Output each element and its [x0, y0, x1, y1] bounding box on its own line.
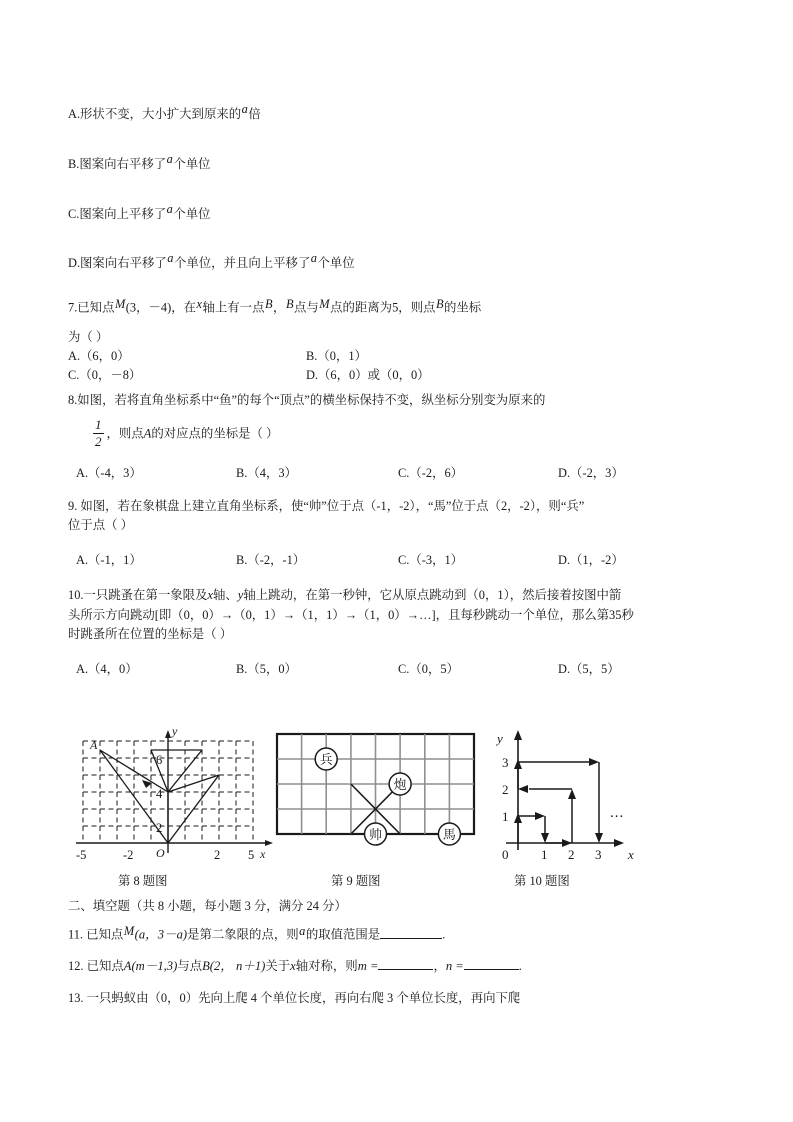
question-7	[68, 295, 728, 385]
q10-var-y: y	[237, 588, 244, 603]
q10-p3: 轴上跳动，在第一秒钟，它从原点跳动到（0，1），然后接着按图中箭	[243, 588, 622, 603]
q8-option-c[interactable]: C.（-2，6）	[398, 465, 464, 480]
piece-shuai-label: 帅	[368, 827, 383, 842]
q7-option-b[interactable]: B.（0，1）	[306, 349, 367, 364]
q8-option-d[interactable]: D.（-2，3）	[558, 465, 624, 480]
q12-var-x: x	[290, 959, 296, 974]
q12-p5: .	[518, 959, 522, 974]
figure-10-caption: 第 10 题图	[514, 874, 570, 888]
fraction-denominator: 2	[95, 433, 102, 449]
piece-bing-label: 兵	[319, 752, 333, 767]
arrow-right-1-1	[535, 812, 545, 820]
fig10-xtick-2: 2	[568, 847, 575, 862]
figure-8-svg	[68, 725, 278, 873]
figure-9-caption: 第 9 题图	[331, 874, 381, 888]
fig8-label-y: y	[172, 725, 178, 738]
fig8-label-origin: O	[156, 846, 165, 860]
fig10-xtick-3: 3	[595, 847, 602, 862]
q7-p1: 7.已知点	[68, 300, 115, 315]
q6-option-c-tail: 个单位	[173, 206, 211, 221]
path-arrows	[518, 762, 599, 843]
q9-line-1: 9. 如图，若在象棋盘上建立直角坐标系，使“帅”位于点（-1，-2），“馬”位于点（2，-2），则“兵”	[68, 498, 585, 513]
q8-line-2	[68, 416, 728, 450]
fig10-ytick-1: 1	[502, 809, 509, 824]
fig10-label-y: y	[497, 731, 503, 746]
q11-expr: (a，3－a)	[134, 927, 188, 942]
fig8-label-x: x	[260, 847, 266, 861]
q12-answer-blank-m[interactable]	[378, 969, 433, 970]
figure-8-caption: 第 8 题图	[118, 874, 168, 888]
q12-m-equals: m =	[357, 959, 379, 974]
question-10	[68, 586, 728, 679]
q6-option-b-var: a	[166, 151, 173, 166]
q12-expr-a: A(m－1,3)	[123, 959, 178, 974]
q6-option-c-text: C.图案向上平移了	[68, 206, 167, 221]
q7-p2: (3，－4)，在	[125, 300, 197, 315]
q6-option-b	[68, 150, 728, 174]
fig10-xtick-1: 1	[541, 847, 548, 862]
q9-option-b[interactable]: B.（-2，-1）	[236, 553, 306, 568]
y-axis-arrow	[165, 730, 171, 738]
q10-options-row	[68, 660, 728, 679]
question-13: 13. 一只蚂蚁由（0，0）先向上爬 4 个单位长度，再向右爬 3 个单位长度，再向下爬	[68, 990, 521, 1005]
q7-options-row-1	[68, 347, 728, 366]
fraction-numerator: 1	[95, 416, 102, 432]
q10-line-1	[68, 586, 728, 606]
q6-option-b-tail: 个单位	[173, 157, 211, 172]
x-axis-arrow	[265, 840, 273, 846]
q10-p1: 10.一只跳蚤在第一象限及	[68, 588, 208, 603]
figures-row	[68, 725, 728, 895]
section-2-heading: 二、填空题（共 8 小题，每小题 3 分，满分 24 分）	[68, 899, 347, 913]
q6-option-d-mid: 个单位，并且向上平移了	[173, 256, 311, 271]
q10-option-d[interactable]: D.（5，5）	[558, 662, 620, 677]
y-axis-arrow	[514, 730, 522, 740]
fig8-xtick-neg5: -5	[76, 848, 87, 862]
q6-option-a-text: A.形状不变，大小扩大到原来的	[68, 107, 242, 122]
question-11	[68, 922, 728, 945]
q8-p2: 的对应点的坐标是（ ）	[151, 426, 279, 440]
question-9	[68, 497, 728, 570]
q10-p2: 轴、	[213, 588, 238, 603]
fig8-ytick-2: 2	[156, 821, 163, 835]
q6-option-c	[68, 200, 728, 224]
q7-var-m2: M	[319, 297, 330, 312]
q10-var-x: x	[207, 588, 213, 603]
q6-option-b-text: B.图案向右平移了	[68, 157, 167, 172]
q7-var-b3: B	[435, 297, 444, 312]
q6-option-a-tail: 倍	[248, 107, 261, 122]
q12-p2: 与点	[177, 959, 203, 974]
fig10-ytick-2: 2	[502, 782, 509, 797]
q6-option-d-text: D.图案向右平移了	[68, 256, 167, 271]
q11-p4: .	[442, 927, 446, 942]
q7-p3: 轴上有一点	[202, 300, 265, 315]
q12-separator: ，	[433, 959, 446, 974]
q7-options-row-2	[68, 366, 728, 385]
q7-p5: 点与	[294, 300, 319, 315]
q7-option-a[interactable]: A.（6，0）	[68, 349, 130, 364]
q10-option-b[interactable]: B.（5，0）	[236, 662, 297, 677]
q11-var-a: a	[299, 924, 306, 938]
figure-9-svg	[273, 730, 483, 860]
q9-option-d[interactable]: D.（1，-2）	[558, 553, 624, 568]
q7-p7: 的坐标	[444, 300, 482, 315]
q7-line-2: 为（ ）	[68, 330, 109, 345]
q11-var-m: M	[123, 924, 135, 938]
arrow-up-0-1	[514, 813, 522, 823]
figure-10-staircase	[488, 725, 658, 888]
q8-line-1: 8.如图，若将直角坐标系中“鱼”的每个“顶点”的横坐标保持不变，纵坐标分别变为原来的	[68, 393, 546, 408]
q8-option-a[interactable]: A.（-4，3）	[76, 465, 142, 480]
arrow-up-2-2	[568, 789, 576, 799]
q9-option-a[interactable]: A.（-1，1）	[76, 553, 142, 568]
q9-line-2: 位于点（ ）	[68, 517, 134, 532]
arrow-heads	[514, 758, 603, 847]
q10-line-3: 时跳蚤所在位置的坐标是（ ）	[68, 626, 233, 641]
q12-p1: 12. 已知点	[68, 959, 124, 974]
q7-var-x: x	[196, 297, 203, 312]
fig8-ytick-6: 6	[156, 753, 163, 767]
arrow-right-3-3	[589, 758, 599, 766]
q12-n-equals: n =	[445, 959, 464, 974]
fig8-xtick-2: 2	[214, 848, 221, 862]
question-8	[68, 391, 728, 482]
fig10-ellipsis: ...	[610, 805, 625, 821]
piece-ma-label: 馬	[442, 827, 456, 842]
q8-var-a: A	[143, 426, 152, 440]
fig8-xtick-5: 5	[248, 848, 255, 862]
q10-line-2: 头所示方向跳动[即（0，0）→（0，1）→（1，1）→（1，0）→…]，且每秒跳动一个单位，那么第35秒	[68, 607, 634, 622]
q12-answer-blank-n[interactable]	[464, 969, 519, 970]
q11-p2: 是第二象限的点，则	[187, 927, 299, 942]
arrow-right-2-0	[562, 839, 572, 847]
q7-var-b1: B	[264, 297, 273, 312]
q6-option-a	[68, 100, 728, 124]
piece-pao-label: 炮	[393, 777, 407, 792]
q6-option-d-tail: 个单位	[317, 256, 355, 271]
q11-p3: 的取值范围是	[305, 927, 381, 942]
figure-10-svg	[488, 725, 658, 873]
fig8-xtick-neg2: -2	[123, 848, 134, 862]
q12-p3: 关于	[265, 959, 291, 974]
q11-answer-blank[interactable]	[380, 938, 442, 939]
q7-option-d[interactable]: D.（6，0）或（0，0）	[306, 368, 430, 383]
fig10-ytick-3: 3	[502, 755, 509, 770]
question-content-column	[68, 100, 728, 679]
q6-option-a-var: a	[241, 102, 248, 116]
q11-p1: 11. 已知点	[68, 927, 124, 942]
fig8-ytick-4: 4	[156, 787, 163, 801]
q7-option-c[interactable]: C.（0，－8）	[68, 368, 142, 383]
figure-8-fish-coordinate	[68, 725, 278, 888]
q6-option-d	[68, 249, 728, 273]
q7-var-m: M	[114, 297, 126, 312]
q12-expr-b: B(2， n＋1)	[202, 959, 266, 974]
fig10-origin-label: 0	[502, 847, 509, 862]
q8-option-b[interactable]: B.（4，3）	[236, 465, 297, 480]
q7-line-1	[68, 295, 728, 318]
arrow-down-3-0	[595, 833, 603, 843]
figure-9-chess-board	[273, 730, 483, 888]
q12-p4: 轴对称，则	[295, 959, 358, 974]
q7-var-b2: B	[285, 297, 294, 312]
x-axis-arrow	[614, 839, 624, 847]
fig10-label-x: x	[628, 847, 634, 862]
question-12	[68, 957, 728, 977]
q6-option-d-var: a	[167, 251, 174, 266]
q8-p1: ，则点	[106, 426, 144, 440]
q8-options-row	[68, 464, 728, 483]
q7-p6: 点的距离为5，则点	[330, 300, 436, 315]
q6-option-d-var2: a	[310, 251, 317, 266]
arrow-left-0-2	[518, 785, 528, 793]
fig8-label-A: A	[90, 738, 98, 752]
q10-option-a[interactable]: A.（4，0）	[76, 662, 138, 677]
arrow-up-0-3	[514, 759, 522, 769]
q6-option-c-var: a	[166, 201, 173, 216]
q9-options-row	[68, 551, 728, 570]
q9-option-c[interactable]: C.（-3，1）	[398, 553, 464, 568]
fraction-one-half	[93, 418, 104, 449]
arrow-down-1-0	[541, 833, 549, 843]
q10-option-c[interactable]: C.（0，5）	[398, 662, 459, 677]
q7-p4: ，	[273, 300, 286, 315]
fill-in-blank-questions	[68, 922, 728, 1020]
